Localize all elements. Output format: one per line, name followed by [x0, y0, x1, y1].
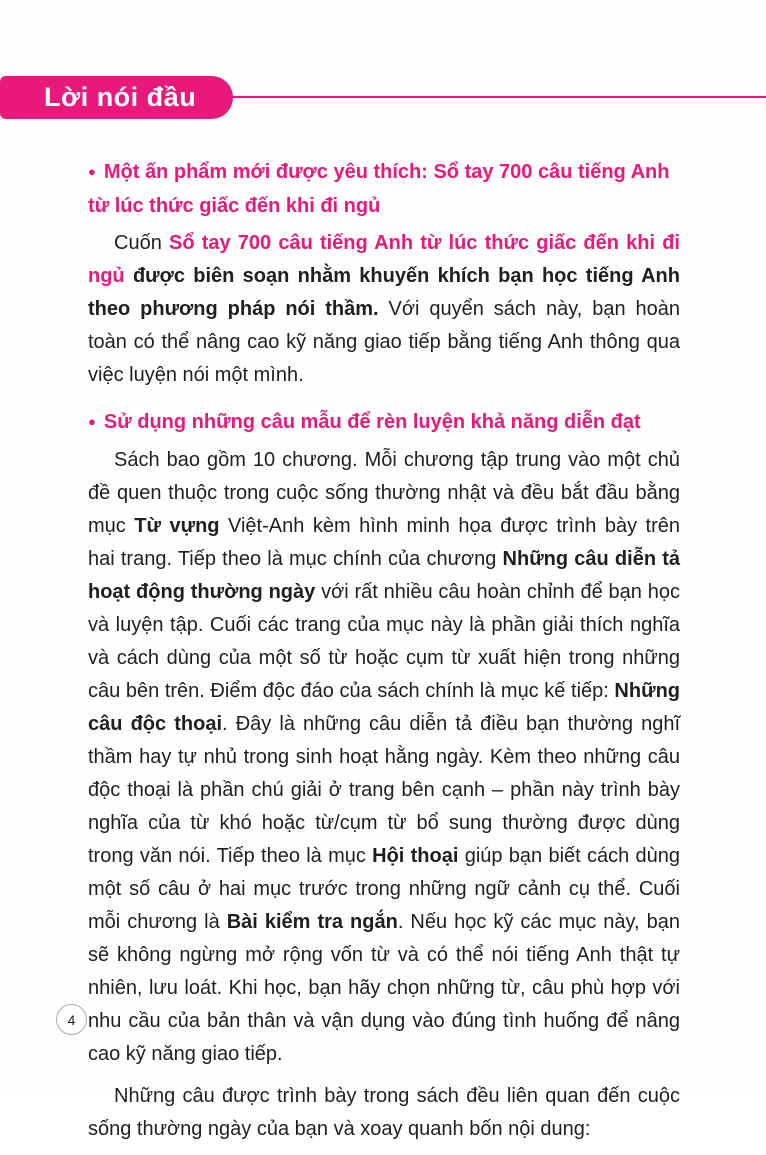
text-run: Cuốn [114, 232, 169, 254]
text-run: với rất nhiều câu hoàn chỉnh để bạn học và luyện tập. Cuối các trang của mục này là phần giải thích nghĩa và cách dùng của một số từ hoặc cụm từ xuất hiện trong những câu bên trên. Điểm độc đáo của sách chính là mục kế tiếp: [88, 581, 680, 702]
bullet-icon: ● [88, 164, 96, 179]
page-number: 4 [67, 1011, 76, 1028]
text-run: . Nếu học kỹ các mục này, bạn sẽ không ngừng mở rộng vốn từ và có thể nói tiếng Anh thật tự nhiên, lưu loát. Khi học, bạn hãy chọn những từ, câu phù hợp với nhu cầu của bản thân và vận dụng vào đúng tình huống để nâng cao kỹ năng giao tiếp. [88, 911, 681, 1065]
text-run: Hội thoại [372, 845, 459, 867]
preface-heading [88, 156, 680, 223]
preface-heading [88, 406, 680, 440]
text-run: giúp bạn biết cách dùng một số câu ở hai mục trước trong những ngữ cảnh cụ thể. Cuối mỗi chương là [88, 845, 681, 933]
text-run: Một ấn phẩm mới được yêu thích: [103, 161, 434, 183]
text-run: Bài kiểm tra ngắn [226, 911, 398, 933]
preface-content [88, 156, 680, 1155]
text-run: Sử dụng những câu mẫu để rèn luyện khả năng diễn đạt [103, 411, 641, 433]
text-run: Những câu được trình bày trong sách đều liên quan đến cuộc sống thường ngày của bạn và xoay quanh bốn nội dung: [88, 1085, 680, 1140]
text-run: Sổ tay 700 câu tiếng Anh từ lúc thức giấc đến khi đi ngủ [88, 161, 670, 217]
preface-paragraph [88, 227, 680, 392]
header-rule [226, 96, 766, 98]
text-run: Với quyển sách này, bạn hoàn toàn có thể nâng cao kỹ năng giao tiếp bằng tiếng Anh thông qua việc luyện nói một mình. [88, 298, 680, 386]
text-run: Sổ tay 700 câu tiếng Anh từ lúc thức giấc đến khi đi ngủ [88, 232, 680, 287]
text-run: được biên soạn nhằm khuyến khích bạn học tiếng Anh theo phương pháp nói thầm. [88, 265, 680, 320]
chapter-title: Lời nói đầu [44, 82, 197, 112]
text-run: . Đây là những câu diễn tả điều bạn thường nghĩ thầm hay tự nhủ trong sinh hoạt hằng ngày. Kèm theo những câu độc thoại là phần chú giải ở trang bên cạnh – phần này trình bày nghĩa của từ khó hoặc từ/cụm từ bổ sung thường được dùng trong văn nói. Tiếp theo là mục [88, 713, 681, 867]
text-run: Những câu độc thoại [88, 680, 680, 735]
page-number-badge [56, 1004, 87, 1035]
bullet-icon: ● [88, 414, 96, 429]
chapter-header-badge [0, 76, 233, 119]
text-run: Sách bao gồm 10 chương. Mỗi chương tập trung vào một chủ đề quen thuộc trong cuộc sống thường nhật và đều bắt đầu bằng mục [88, 449, 680, 537]
text-run: Những câu diễn tả hoạt động thường ngày [88, 548, 680, 603]
preface-paragraph [88, 444, 680, 1071]
text-run: Từ vựng [134, 515, 220, 537]
preface-paragraph [88, 1080, 680, 1146]
text-run: Việt-Anh kèm hình minh họa được trình bày trên hai trang. Tiếp theo là mục chính của chương [88, 515, 681, 570]
